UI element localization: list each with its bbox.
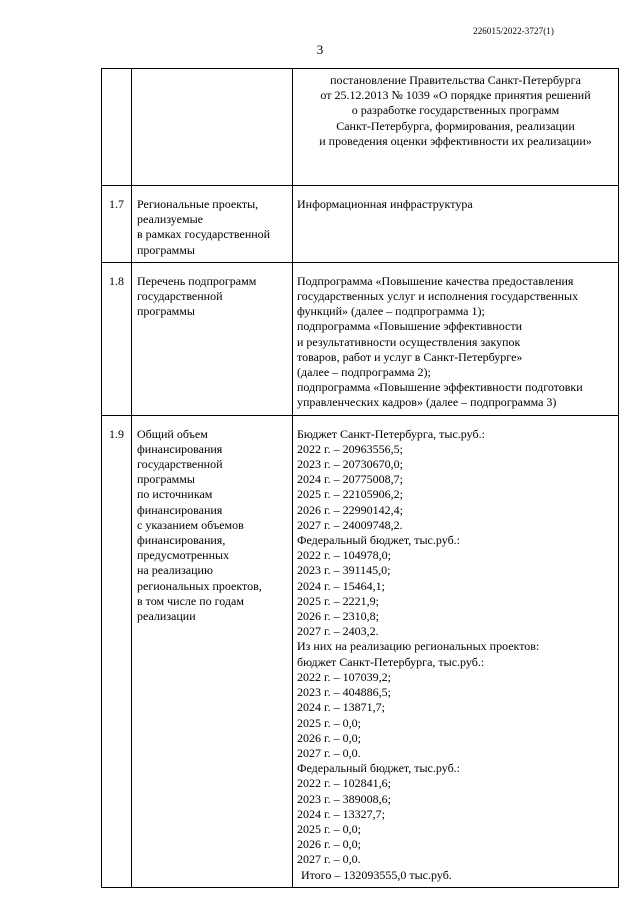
value-line: постановление Правительства Санкт-Петербурга xyxy=(330,73,581,87)
value-line: 2026 г. – 0,0; xyxy=(297,730,361,745)
value-line: 2024 г. – 13871,7; xyxy=(297,700,385,715)
value-line: функций» (далее – подпрограмма 1); xyxy=(297,304,485,319)
value-line: 2025 г. – 0,0; xyxy=(297,715,361,730)
value-line: 2023 г. – 389008,6; xyxy=(297,791,391,806)
row-number-cell xyxy=(102,69,132,186)
label-line: реализуемые xyxy=(137,212,203,227)
value-line: 2027 г. – 0,0. xyxy=(297,852,361,867)
label-line: финансирования xyxy=(137,502,223,517)
value-line: бюджет Санкт-Петербурга, тыс.руб.: xyxy=(297,654,485,669)
passport-table xyxy=(101,68,619,888)
value-line: 2023 г. – 20730670,0; xyxy=(297,457,403,472)
value-line: о разработке государственных программ xyxy=(351,103,560,118)
row-label-cell xyxy=(132,69,293,186)
value-line: Федеральный бюджет, тыс.руб.: xyxy=(297,761,461,776)
label-line: финансирования, xyxy=(137,533,226,548)
value-line: 2023 г. – 391145,0; xyxy=(297,563,391,578)
value-line: 2025 г. – 0,0; xyxy=(297,821,361,836)
table-row-1-9 xyxy=(102,415,619,887)
row-value-cell xyxy=(293,186,619,263)
value-line: 2025 г. – 2221,9; xyxy=(297,593,379,608)
label-line: программы xyxy=(137,242,195,257)
value-line: Из них на реализацию региональных проектов: xyxy=(297,639,540,654)
value-line: и результативности осуществления закупок xyxy=(297,334,521,349)
value-line: 2022 г. – 107039,2; xyxy=(297,669,391,684)
value-line: 2022 г. – 20963556,5; xyxy=(297,441,403,456)
value-line: товаров, работ и услуг в Санкт-Петербурге» xyxy=(297,349,523,364)
label-line: с указанием объемов xyxy=(137,517,244,532)
row-label-cell xyxy=(132,415,293,887)
value-line: 2024 г. – 15464,1; xyxy=(297,578,385,593)
value-line: 2026 г. – 2310,8; xyxy=(297,609,379,624)
label-line: государственной xyxy=(137,289,223,304)
row-value-cell xyxy=(293,69,619,186)
value-line: Подпрограмма «Повышение качества предоставления xyxy=(297,273,574,288)
row-value-cell xyxy=(293,415,619,887)
value-line: 2023 г. – 404886,5; xyxy=(297,685,391,700)
row-label-cell xyxy=(132,262,293,415)
label-line: программы xyxy=(137,304,195,319)
label-line: Региональные проекты, xyxy=(137,197,259,211)
value-line: 2022 г. – 104978,0; xyxy=(297,548,391,563)
value-line: Федеральный бюджет, тыс.руб.: xyxy=(297,533,461,548)
label-line: реализации xyxy=(137,609,196,624)
value-line: 2024 г. – 20775008,7; xyxy=(297,472,403,487)
value-line: Санкт-Петербурга, формирования, реализации xyxy=(336,118,575,133)
value-line: Бюджет Санкт-Петербурга, тыс.руб.: xyxy=(297,426,485,441)
value-line: подпрограмма «Повышение эффективности xyxy=(297,319,523,334)
label-line: Общий объем xyxy=(137,426,208,441)
value-line: и проведения оценки эффективности их реализации» xyxy=(319,133,592,148)
label-line: государственной xyxy=(137,457,223,472)
row-label-cell xyxy=(132,186,293,263)
row-number-cell: 1.9 xyxy=(102,415,132,887)
row-number-cell: 1.8 xyxy=(102,262,132,415)
label-line: Перечень подпрограмм xyxy=(137,273,257,288)
label-line: по источникам xyxy=(137,487,213,502)
label-line: предусмотренных xyxy=(137,548,230,563)
label-line: на реализацию xyxy=(137,563,213,578)
value-line: 2024 г. – 13327,7; xyxy=(297,806,385,821)
page-number: 3 xyxy=(316,42,324,57)
table-row-1-8 xyxy=(102,262,619,415)
value-line: управленческих кадров» (далее – подпрограмма 3) xyxy=(297,395,557,410)
value-line: 2022 г. – 102841,6; xyxy=(297,776,391,791)
row-number-cell: 1.7 xyxy=(102,186,132,263)
value-line: (далее – подпрограмма 2); xyxy=(297,365,431,380)
value-line: 2027 г. – 24009748,2. xyxy=(297,517,403,532)
value-line: 2026 г. – 22990142,4; xyxy=(297,502,403,517)
total-line: Итого – 132093555,0 тыс.руб. xyxy=(301,867,452,882)
label-line: программы xyxy=(137,472,195,487)
document-code: 226015/2022-3727(1) xyxy=(473,26,554,36)
value-line: 2025 г. – 22105906,2; xyxy=(297,487,403,502)
value-line: государственных услуг и исполнения государственных xyxy=(297,289,579,304)
label-line: региональных проектов, xyxy=(137,578,262,593)
value-line: Информационная инфраструктура xyxy=(297,197,473,211)
value-line: 2026 г. – 0,0; xyxy=(297,837,361,852)
value-line: подпрограмма «Повышение эффективности подготовки xyxy=(297,380,583,395)
table-row-continuation xyxy=(102,69,619,186)
label-line: в том числе по годам xyxy=(137,593,244,608)
table-row-1-7 xyxy=(102,186,619,263)
value-line: от 25.12.2013 № 1039 «О порядке принятия решений xyxy=(320,88,591,103)
value-line: 2027 г. – 2403,2. xyxy=(297,624,379,639)
value-line: 2027 г. – 0,0. xyxy=(297,745,361,760)
label-line: финансирования xyxy=(137,441,223,456)
row-value-cell xyxy=(293,262,619,415)
label-line: в рамках государственной xyxy=(137,227,271,242)
